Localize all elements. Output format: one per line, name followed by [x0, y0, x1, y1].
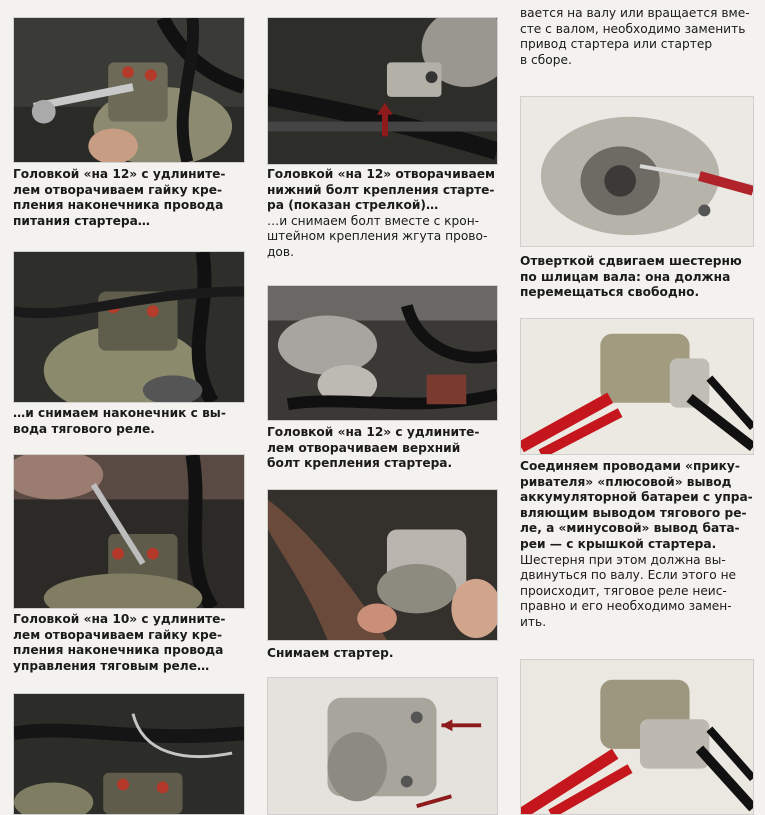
photo-control-wire-removed — [13, 693, 245, 815]
caption-step-8: Соединяем проводами «прику- ривателя» «плюсовой» вывод аккумуляторной батареи с упра- вляющим выводом тягового ре- ле, а «минусовой» вывод бата- реи — с крышкой стартера. Шестерня при этом должна вы- двинуться по валу. Если этого не происходит, тяговое реле неис- правно и его необходимо замен- ить. — [520, 459, 753, 629]
photo-nut-control-wire — [13, 454, 245, 609]
caption-step-5: Головкой «на 12» с удлините- лем отворачиваем верхний болт крепления стартера. — [267, 425, 480, 471]
photo-remove-terminal — [13, 251, 245, 403]
photo-nut-removal-power-wire — [13, 17, 245, 163]
photo-screwdriver-pinion — [520, 96, 754, 247]
caption-step-7: Отверткой сдвигаем шестерню по шлицам вала: она должна перемещаться свободно. — [520, 254, 742, 300]
photo-remove-starter — [267, 489, 498, 641]
photo-jumper-cables — [520, 318, 754, 455]
caption-step-3: Головкой «на 10» с удлините- лем отворачиваем гайку кре- пления наконечника провода управления тяговым реле… — [13, 612, 226, 673]
photo-starter-with-arrows — [267, 677, 498, 815]
photo-pinion-extended — [520, 659, 754, 815]
caption-step-6: Снимаем стартер. — [267, 646, 394, 660]
caption-step-1: Головкой «на 12» с удлините- лем отворачиваем гайку кре- пления наконечника провода питания стартера… — [13, 167, 226, 228]
intro-text-continuation: вается на валу или вращается вме- сте с валом, необходимо заменить привод стартера или стартер в сборе. — [520, 6, 750, 67]
caption-step-2: …и снимаем наконечник с вы- вода тягового реле. — [13, 406, 226, 436]
caption-step-4: Головкой «на 12» отворачиваем нижний болт крепления старте- ра (показан стрелкой)… …и снимаем болт вместе с крон- штейном крепления жгута прово- дов. — [267, 167, 495, 259]
photo-upper-bolt — [267, 285, 498, 421]
photo-lower-bolt — [267, 17, 498, 165]
